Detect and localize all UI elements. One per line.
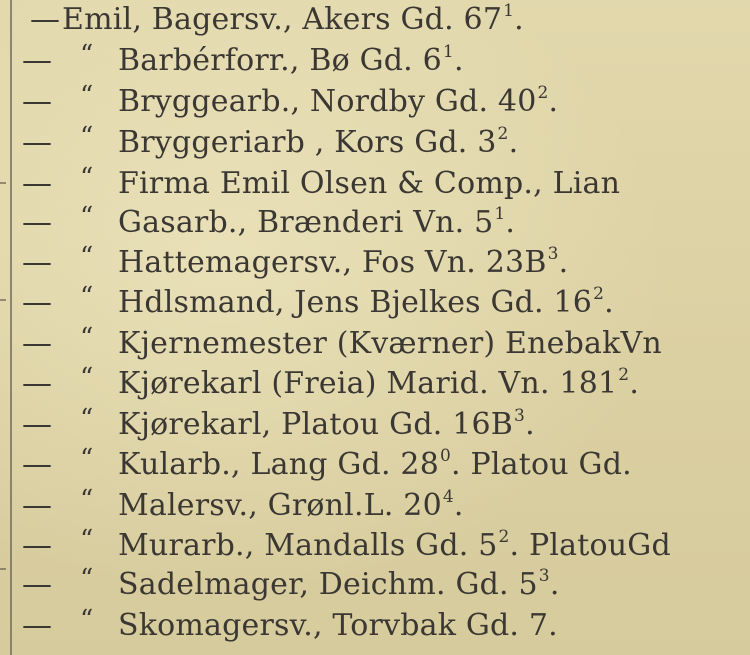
entry-sup: 4 <box>442 487 454 507</box>
entry-sup: 0 <box>440 446 452 466</box>
entry-tail: . <box>453 43 464 78</box>
list-item <box>0 203 750 243</box>
entry-tail: . <box>453 488 464 523</box>
list-item <box>0 283 750 323</box>
entry-text <box>118 164 621 204</box>
list-item <box>0 41 750 81</box>
list-item <box>0 164 750 204</box>
entry-tail: . <box>514 2 524 37</box>
ditto-mark: “ <box>80 242 94 272</box>
ditto-mark: “ <box>80 444 94 474</box>
entry-text <box>118 41 464 81</box>
entry-tail: . PlatouGd <box>509 528 671 563</box>
list-item <box>0 82 750 122</box>
ditto-mark: “ <box>80 323 94 353</box>
entry-text <box>118 82 558 122</box>
entry-text <box>118 526 671 566</box>
entry-sup: 1 <box>503 1 515 21</box>
list-item <box>0 123 750 163</box>
entry-dash: — <box>22 285 53 320</box>
entry-dash: — <box>22 366 53 401</box>
entry-dash: — <box>22 326 53 361</box>
entry-main: Skomagersv., Torvbak Gd. 7. <box>118 608 558 643</box>
entry-sup: 3 <box>538 566 550 586</box>
list-item <box>0 0 750 40</box>
entry-dash: — <box>22 84 53 119</box>
list-item <box>0 565 750 605</box>
list-item <box>0 405 750 445</box>
entry-dash: — <box>22 407 53 442</box>
entry-main: Kjørekarl, Platou Gd. 16B <box>118 407 514 442</box>
entry-main: Murarb., Mandalls Gd. 5 <box>118 528 498 563</box>
list-item <box>0 445 750 485</box>
entry-main: Sadelmager, Deichm. Gd. 5 <box>118 567 538 602</box>
entry-text <box>118 324 663 364</box>
ditto-mark: “ <box>80 122 94 152</box>
entry-dash: — <box>22 125 53 160</box>
entry-sup: 2 <box>537 83 549 103</box>
entry-dash: — <box>22 567 53 602</box>
list-item <box>0 486 750 526</box>
entry-tail: . Platou Gd. <box>451 447 632 482</box>
entry-dash: — <box>22 488 53 523</box>
entry-dash: — <box>22 528 53 563</box>
entry-text <box>118 203 515 243</box>
entry-text <box>118 445 632 485</box>
entry-tail: . <box>505 205 516 240</box>
ditto-mark: “ <box>80 163 94 193</box>
entry-text <box>118 486 464 526</box>
entry-main: Hdlsmand, Jens Bjelkes Gd. 16 <box>118 285 593 320</box>
entry-text <box>118 243 568 283</box>
entry-text <box>118 565 560 605</box>
ditto-mark: “ <box>80 282 94 312</box>
entry-dash: — <box>22 447 53 482</box>
entry-main: Barbérforr., Bø Gd. 6 <box>118 43 442 78</box>
entry-tail: . <box>604 285 614 320</box>
entry-main: Hattemagersv., Fos Vn. 23B <box>118 245 547 280</box>
list-item <box>0 243 750 283</box>
list-item <box>0 324 750 364</box>
entry-dash: — <box>22 205 53 240</box>
entry-main: Kularb., Lang Gd. 28 <box>118 447 439 482</box>
entry-main: Bryggearb., Nordby Gd. 40 <box>118 84 537 119</box>
entry-main: Malersv., Grønl.L. 20 <box>118 488 442 523</box>
entry-sup: 2 <box>618 365 630 385</box>
entry-text <box>118 405 535 445</box>
entry-main: Kjørekarl (Freia) Marid. Vn. 181 <box>118 366 618 401</box>
entry-text <box>118 283 614 323</box>
entry-sup: 3 <box>514 406 526 426</box>
entry-sup: 2 <box>498 527 510 547</box>
entry-tail: . <box>549 567 560 602</box>
entry-dash: — <box>22 43 53 78</box>
entry-sup: 3 <box>547 244 559 264</box>
entry-dash: — <box>22 245 53 280</box>
entry-sup: 1 <box>442 42 454 62</box>
ditto-mark: “ <box>80 605 94 635</box>
entry-main: Kjernemester (Kværner) EnebakVn <box>118 326 662 361</box>
ditto-mark: “ <box>80 404 94 434</box>
entry-tail: . <box>548 84 559 119</box>
ditto-mark: “ <box>80 40 94 70</box>
entry-text <box>118 123 518 163</box>
entry-text <box>62 0 524 40</box>
list-item <box>0 526 750 566</box>
ditto-mark: “ <box>80 363 94 393</box>
list-item <box>0 364 750 404</box>
entry-main: Firma Emil Olsen & Comp., Lian <box>118 166 621 201</box>
ditto-mark: “ <box>80 81 94 111</box>
entry-text <box>118 606 559 646</box>
entry-main: Emil, Bagersv., Akers Gd. 67 <box>62 2 503 37</box>
entry-main: Gasarb., Brænderi Vn. 5 <box>118 205 494 240</box>
entry-tail: . <box>508 125 519 160</box>
entry-tail: . <box>629 366 640 401</box>
ditto-mark: “ <box>80 485 94 515</box>
ditto-mark: “ <box>80 525 94 555</box>
entry-tail: . <box>558 245 569 280</box>
entry-sup: 1 <box>494 204 506 224</box>
ditto-mark: “ <box>80 564 94 594</box>
list-item <box>0 606 750 646</box>
entry-tail: . <box>525 407 535 442</box>
entry-dash: — <box>22 608 53 643</box>
entry-text <box>118 364 639 404</box>
entry-dash: — <box>22 166 53 201</box>
entry-sup: 2 <box>497 124 509 144</box>
entry-dash: — <box>30 2 61 37</box>
ditto-mark: “ <box>80 202 94 232</box>
entry-main: Bryggeriarb , Kors Gd. 3 <box>118 125 497 160</box>
entry-sup: 2 <box>593 284 605 304</box>
